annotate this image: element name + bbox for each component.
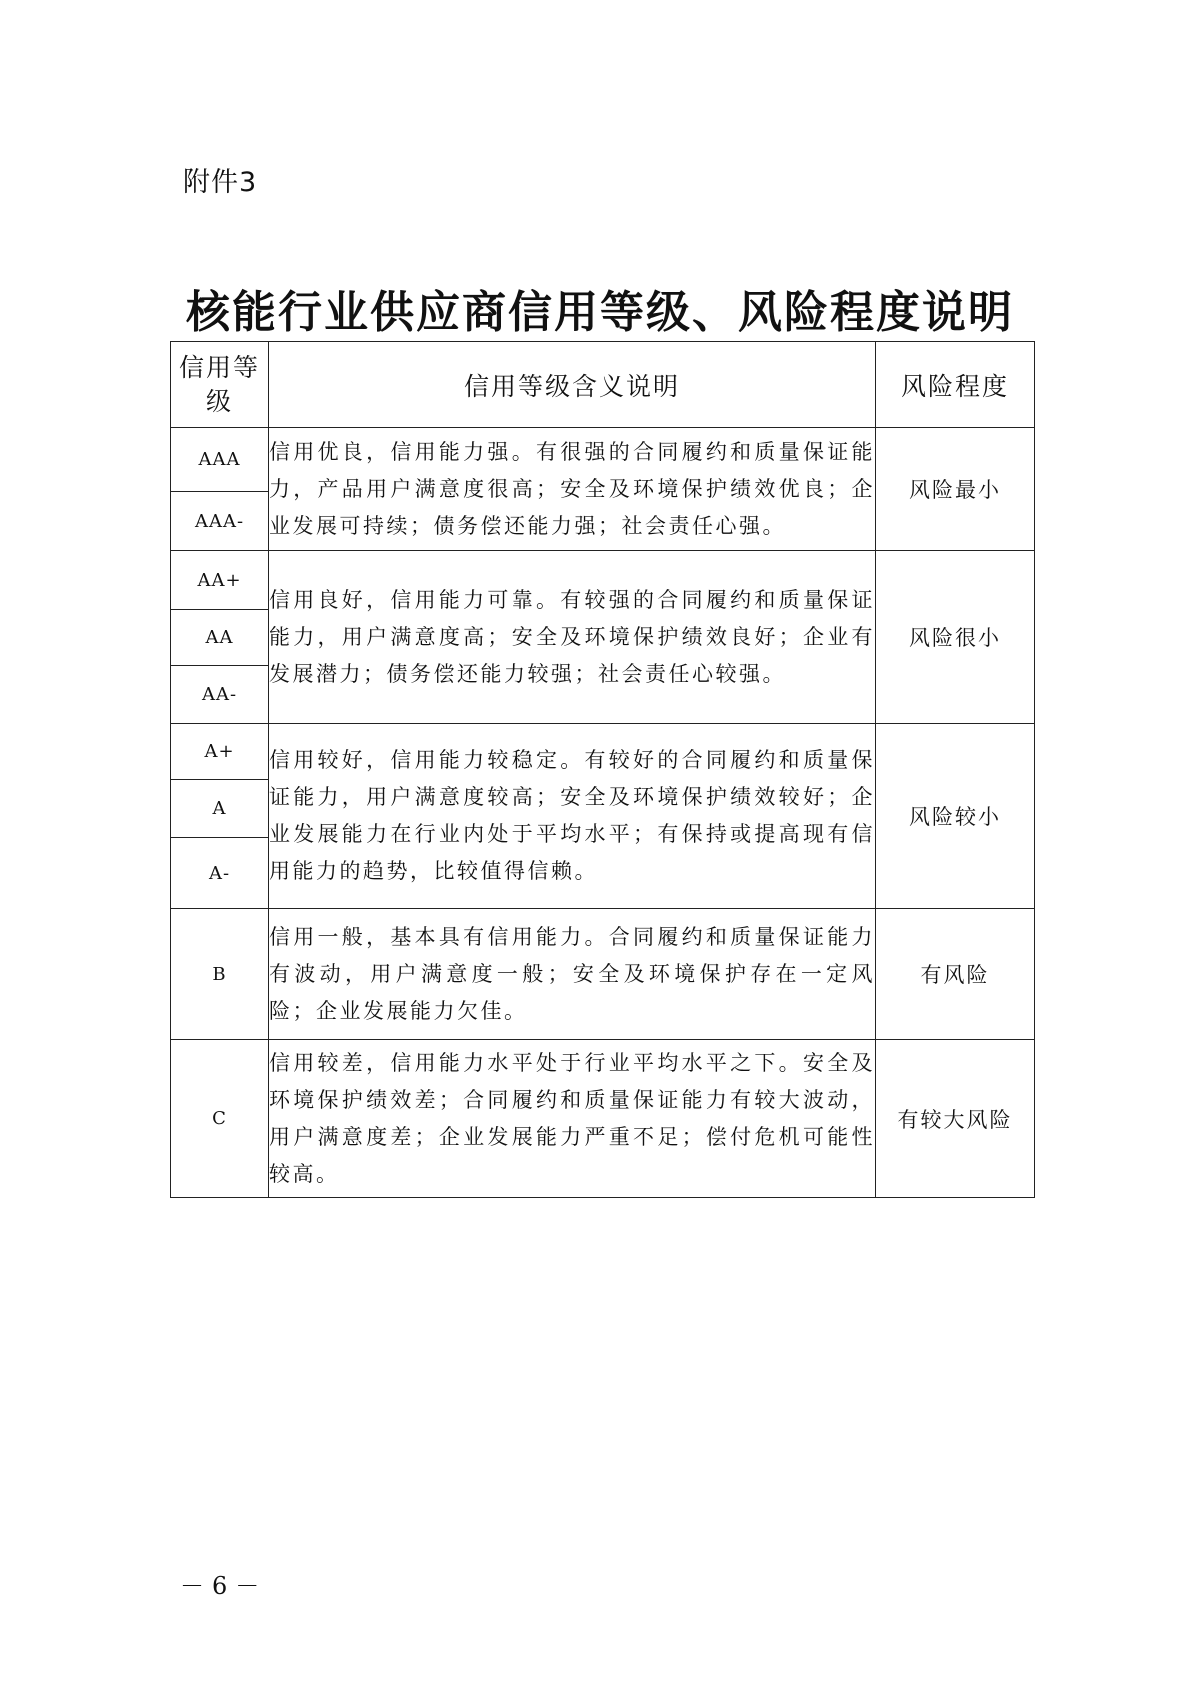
risk-level: 有较大风险 xyxy=(876,1040,1035,1198)
document-title: 核能行业供应商信用等级、风险程度说明 xyxy=(186,287,1014,338)
grade-cell: AAA xyxy=(171,428,269,492)
credit-rating-table xyxy=(170,341,1035,1198)
grade-cell: AA+ xyxy=(171,551,269,610)
grade-description: 信用优良，信用能力强。有很强的合同履约和质量保证能力，产品用户满意度很高；安全及环境保护绩效优良；企业发展可持续；债务偿还能力强；社会责任心强。 xyxy=(269,428,876,551)
table-row xyxy=(171,1040,1035,1198)
grade-cell: AA xyxy=(171,610,269,666)
table-row xyxy=(171,551,1035,610)
grade-description: 信用较好，信用能力较稳定。有较好的合同履约和质量保证能力，用户满意度较高；安全及环境保护绩效较好；企业发展能力在行业内处于平均水平；有保持或提高现有信用能力的趋势，比较值得信赖。 xyxy=(269,724,876,909)
header-credit-grade: 信用等级 xyxy=(171,342,269,428)
grade-cell: AA- xyxy=(171,666,269,724)
table-row xyxy=(171,909,1035,1040)
grade-description: 信用较差，信用能力水平处于行业平均水平之下。安全及环境保护绩效差；合同履约和质量保证能力有较大波动，用户满意度差；企业发展能力严重不足；偿付危机可能性较高。 xyxy=(269,1040,876,1198)
page-number: －6－ xyxy=(180,1572,268,1600)
risk-level: 有风险 xyxy=(876,909,1035,1040)
table-row xyxy=(171,724,1035,780)
table-row xyxy=(171,428,1035,492)
grade-cell: A xyxy=(171,780,269,838)
grade-description: 信用良好，信用能力可靠。有较强的合同履约和质量保证能力，用户满意度高；安全及环境保护绩效良好；企业有发展潜力；债务偿还能力较强；社会责任心较强。 xyxy=(269,551,876,724)
risk-level: 风险较小 xyxy=(876,724,1035,909)
grade-cell: B xyxy=(171,909,269,1040)
risk-level: 风险最小 xyxy=(876,428,1035,551)
grade-cell: C xyxy=(171,1040,269,1198)
grade-cell: AAA- xyxy=(171,492,269,551)
grade-cell: A+ xyxy=(171,724,269,780)
attachment-label: 附件3 xyxy=(183,167,258,198)
header-risk-level: 风险程度 xyxy=(876,342,1035,428)
grade-cell: A- xyxy=(171,838,269,909)
grade-description: 信用一般，基本具有信用能力。合同履约和质量保证能力有波动，用户满意度一般；安全及环境保护存在一定风险；企业发展能力欠佳。 xyxy=(269,909,876,1040)
risk-level: 风险很小 xyxy=(876,551,1035,724)
header-grade-meaning: 信用等级含义说明 xyxy=(269,342,876,428)
table-header-row xyxy=(171,342,1035,428)
